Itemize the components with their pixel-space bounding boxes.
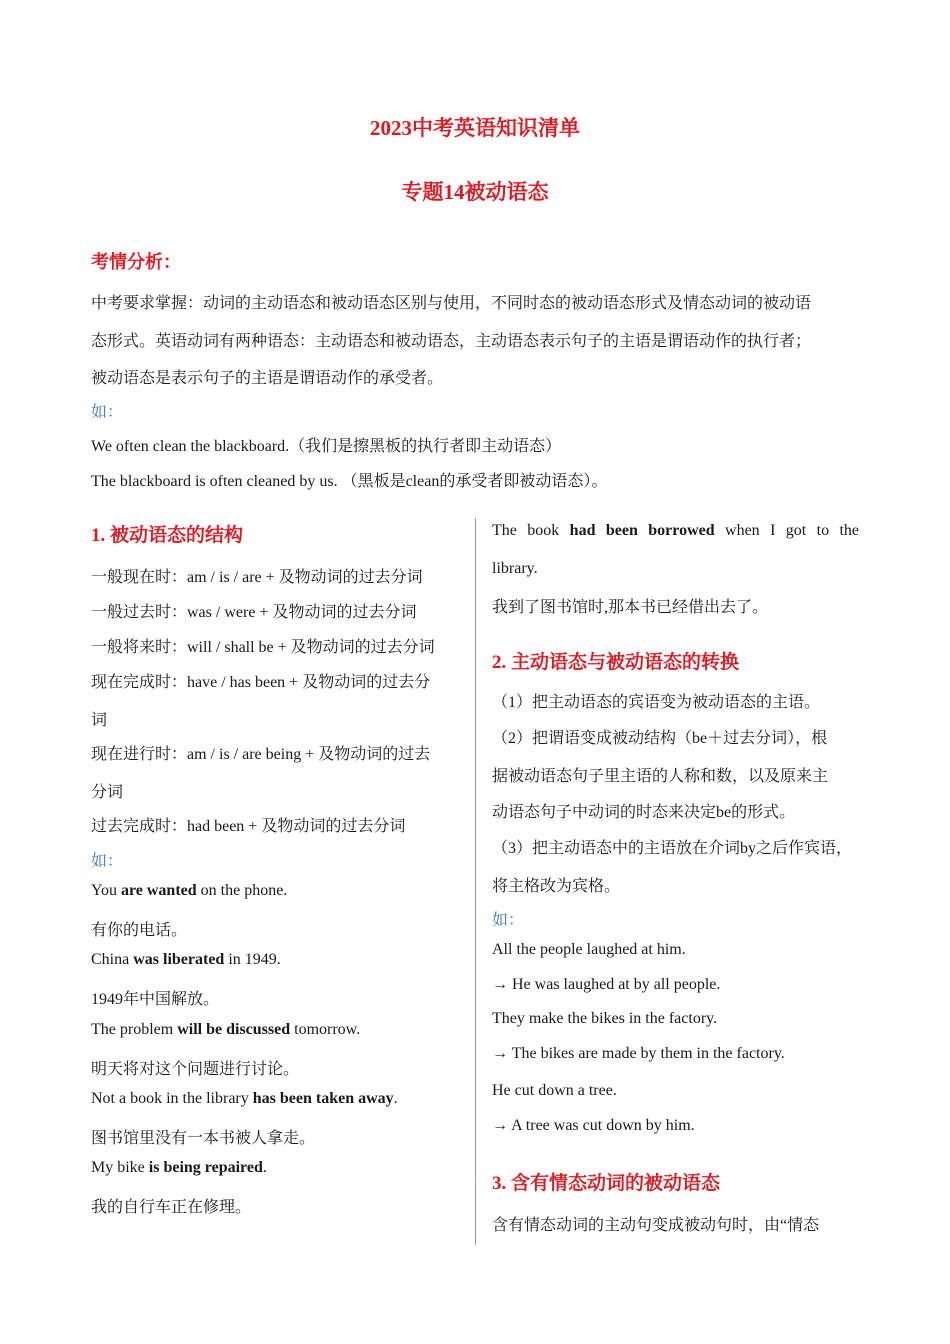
- continued-example-line2: library.: [492, 560, 538, 577]
- continued-example-sentence: The book had been borrowed when I got to the: [492, 522, 860, 539]
- conversion-example: → The bikes are made by them in the factory.: [492, 1045, 785, 1062]
- conversion-example: All the people laughed at him.: [492, 941, 686, 958]
- example-sentence: You are wanted on the phone.: [91, 882, 288, 899]
- step-line: （2）把谓语变成被动结构（be＋过去分词），根: [492, 730, 828, 747]
- analysis-heading: 考情分析：: [91, 252, 181, 272]
- conversion-example: He cut down a tree.: [492, 1082, 617, 1099]
- example-sentence: China was liberated in 1949.: [91, 951, 281, 968]
- right-example-label: 如：: [492, 912, 525, 929]
- conversion-example: They make the bikes in the factory.: [492, 1010, 718, 1027]
- example-sentence: My bike is being repaired.: [91, 1159, 267, 1176]
- rule-line: 一般将来时：will / shall be + 及物动词的过去分词: [91, 639, 435, 656]
- step-line: （3）把主动语态中的主语放在介词by之后作宾语，: [492, 840, 853, 857]
- column-divider: [475, 518, 476, 1245]
- example-sentence: Not a book in the library has been taken away.: [91, 1090, 398, 1107]
- rule-line: 分词: [91, 784, 124, 801]
- conversion-example: → A tree was cut down by him.: [492, 1117, 695, 1134]
- step-line: 动语态句子中动词的时态来决定be的形式。: [492, 804, 796, 821]
- rule-line: 一般过去时：was / were + 及物动词的过去分词: [91, 604, 417, 621]
- example-translation: 我的自行车正在修理。: [91, 1199, 252, 1216]
- document-subtitle: 专题14被动语态: [401, 180, 549, 204]
- example-translation: 1949年中国解放。: [91, 991, 220, 1008]
- section-2-heading: 2. 主动语态与被动语态的转换: [492, 652, 740, 673]
- continued-example-translation: 我到了图书馆时,那本书已经借出去了。: [492, 599, 769, 616]
- rule-line: 过去完成时：had been + 及物动词的过去分词: [91, 818, 406, 835]
- example-translation: 有你的电话。: [91, 922, 188, 939]
- analysis-line-1: 中考要求掌握：动词的主动语态和被动语态区别与使用，不同时态的被动语态形式及情态动词的被动语: [91, 295, 812, 312]
- step-line: 据被动语态句子里主语的人称和数，以及原来主: [492, 768, 829, 785]
- example-translation: 图书馆里没有一本书被人拿走。: [91, 1130, 316, 1147]
- analysis-line-2: 态形式。英语动词有两种语态：主动语态和被动语态，主动语态表示句子的主语是谓语动作的执行者；: [91, 333, 812, 350]
- left-example-label: 如：: [91, 853, 124, 870]
- step-line: 将主格改为宾格。: [492, 878, 621, 895]
- analysis-example-label: 如：: [91, 404, 124, 421]
- rule-line: 词: [91, 712, 108, 729]
- document-title: 2023中考英语知识清单: [370, 116, 580, 140]
- example-sentence: The problem will be discussed tomorrow.: [91, 1021, 361, 1038]
- rule-line: 现在完成时：have / has been + 及物动词的过去分: [91, 674, 431, 691]
- section-1-heading: 1. 被动语态的结构: [91, 525, 244, 546]
- analysis-line-3: 被动语态是表示句子的主语是谓语动作的承受者。: [91, 370, 444, 387]
- analysis-example-2: The blackboard is often cleaned by us. （黑板是clean的承受者即被动语态）。: [91, 473, 608, 490]
- rule-line: 现在进行时：am / is / are being + 及物动词的过去: [91, 746, 431, 763]
- step-line: （1）把主动语态的宾语变为被动语态的主语。: [492, 694, 821, 711]
- rule-line: 一般现在时：am / is / are + 及物动词的过去分词: [91, 569, 423, 586]
- section-3-heading: 3. 含有情态动词的被动语态: [492, 1173, 721, 1194]
- example-translation: 明天将对这个问题进行讨论。: [91, 1061, 300, 1078]
- conversion-example: → He was laughed at by all people.: [492, 976, 721, 993]
- section-3-paragraph: 含有情态动词的主动句变成被动句时，由“情态: [492, 1217, 820, 1234]
- analysis-example-1: We often clean the blackboard.（我们是擦黑板的执行者即主动语态）: [91, 438, 562, 455]
